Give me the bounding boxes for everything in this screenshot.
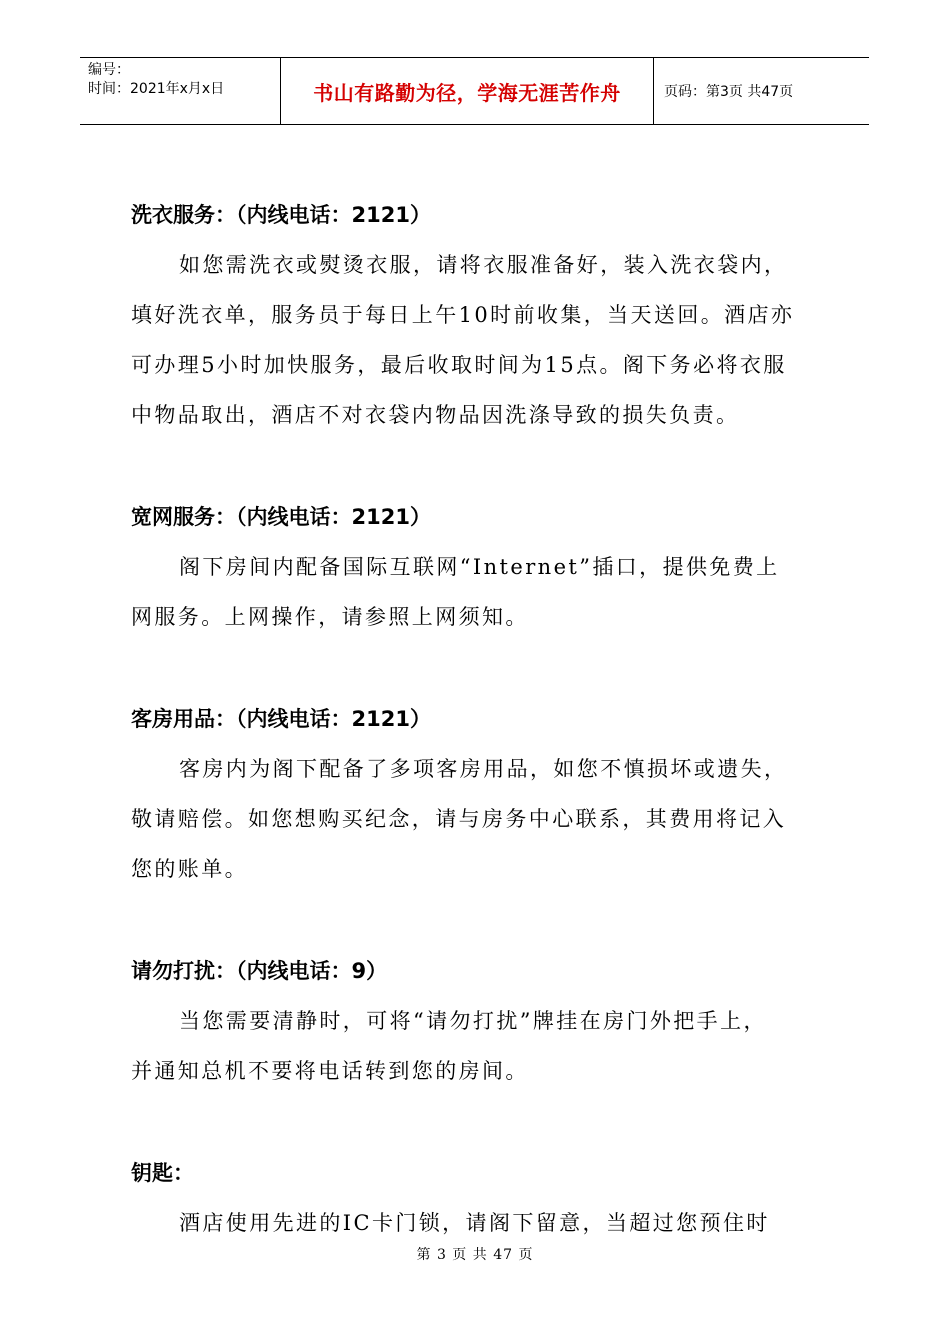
section-laundry	[131, 190, 831, 440]
paragraph-line: 填好洗衣单，服务员于每日上午10时前收集，当天送回。酒店亦	[131, 303, 795, 327]
section-room-supplies	[131, 694, 831, 894]
section-broadband	[131, 492, 831, 642]
section-gap	[131, 440, 831, 492]
header-meta	[80, 58, 281, 124]
section-paragraph	[131, 240, 821, 440]
section-do-not-disturb	[131, 946, 831, 1096]
header-motto: 书山有路勤为径，学海无涯苦作舟	[281, 58, 654, 124]
section-title: 宽网服务：（内线电话：2121）	[131, 505, 431, 529]
section-paragraph	[131, 996, 821, 1096]
paragraph-line: 敬请赔偿。如您想购买纪念，请与房务中心联系，其费用将记入	[131, 807, 787, 831]
paragraph-line: 阁下房间内配备国际互联网“Internet”插口，提供免费上	[179, 555, 780, 579]
paragraph-line: 您的账单。	[131, 857, 248, 881]
paragraph-line: 可办理5小时加快服务，最后收取时间为15点。阁下务必将衣服	[131, 353, 787, 377]
section-title: 请勿打扰：（内线电话：9）	[131, 959, 388, 983]
paragraph-line: 如您需洗衣或熨烫衣服，请将衣服准备好，装入洗衣袋内，	[179, 253, 788, 277]
section-keys	[131, 1148, 831, 1248]
document-time-label: 时间：2021年x月x日	[88, 81, 225, 97]
paragraph-line: 中物品取出，酒店不对衣袋内物品因洗涤导致的损失负责。	[131, 403, 740, 427]
paragraph-line: 并通知总机不要将电话转到您的房间。	[131, 1059, 529, 1083]
section-paragraph	[131, 744, 821, 894]
section-gap	[131, 894, 831, 946]
paragraph-line: 当您需要清静时，可将“请勿打扰”牌挂在房门外把手上，	[179, 1009, 767, 1033]
section-paragraph	[131, 1198, 821, 1248]
section-gap	[131, 1096, 831, 1148]
section-title: 洗衣服务：（内线电话：2121）	[131, 203, 431, 227]
document-header	[80, 57, 869, 125]
section-paragraph	[131, 542, 821, 642]
section-title: 客房用品：（内线电话：2121）	[131, 707, 431, 731]
paragraph-line: 酒店使用先进的IC卡门锁，请阁下留意，当超过您预住时	[179, 1211, 770, 1235]
section-title: 钥匙：	[131, 1161, 194, 1185]
document-body	[131, 190, 831, 1248]
paragraph-line: 网服务。上网操作，请参照上网须知。	[131, 605, 529, 629]
header-page-info: 页码：第3页 共47页	[664, 84, 794, 100]
paragraph-line: 客房内为阁下配备了多项客房用品，如您不慎损坏或遗失，	[179, 757, 788, 781]
document-number-label: 编号：	[88, 62, 130, 78]
page-footer: 第 3 页 共 47 页	[416, 1247, 534, 1263]
section-gap	[131, 642, 831, 694]
